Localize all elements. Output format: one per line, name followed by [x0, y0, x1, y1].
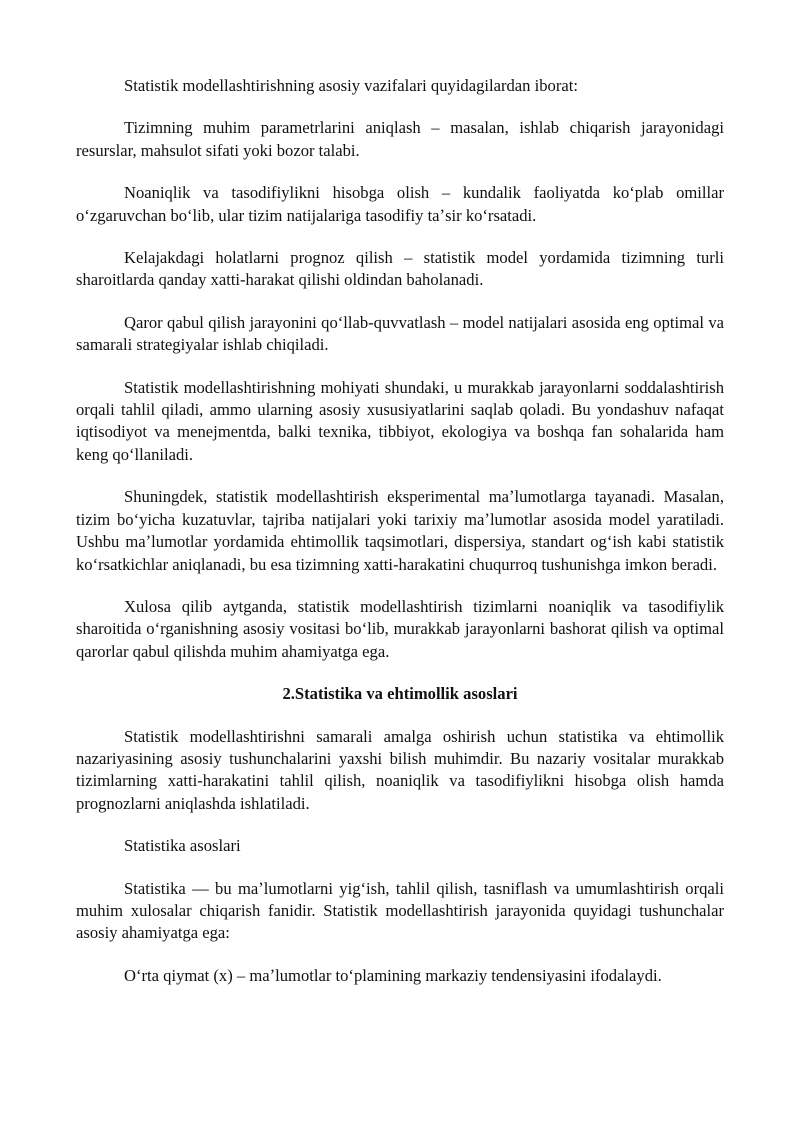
paragraph-task-forecast: Kelajakdagi holatlarni prognoz qilish – statistik model yordamida tizimning turli sharoitlarda qanday xatti-harakat qilishi oldindan baholanadi. — [76, 248, 724, 290]
paragraph-mean-value: Oʻrta qiymat (x) – maʼlumotlar toʻplamining markaziy tendensiyasini ifodalaydi. — [124, 965, 662, 985]
paragraph-experimental-data: Shuningdek, statistik modellashtirish eksperimental maʼlumotlarga tayanadi. Masalan, tizim boʻyicha kuzatuvlar, tajriba natijalari yoki tarixiy maʼlumotlar asosida model yaratiladi. Ushbu maʼlumotlar yordamida ehtimollik taqsimotlari, dispersiya, standart ogʻish kabi statistik koʻrsatkichlar aniqlanadi, bu esa tizimning xatti-harakatini chuqurroq tushunishga imkon beradi. — [76, 487, 724, 574]
document-body — [76, 75, 724, 1007]
paragraph-conclusion: Xulosa qilib aytganda, statistik modellashtirish tizimlarni noaniqlik va tasodifiylik sharoitida oʻrganishning asosiy vositasi boʻlib, murakkab jarayonlarni bashorat qilish va optimal qarorlar qabul qilishda muhim ahamiyatga ega. — [76, 596, 724, 661]
paragraph-subheading-statistics: Statistika asoslari — [124, 836, 241, 856]
paragraph-theory-intro: Statistik modellashtirishni samarali amalga oshirish uchun statistika va ehtimollik nazariyasining asosiy tushunchalarini yaxshi bilish muhimdir. Bu nazariy vositalar murakkab tizimlarning xatti-harakatini tahlil qilish, noaniqlik va tasodifiylikni hisobga olish hamda prognozlarni aniqlashda ishlatiladi. — [76, 726, 724, 813]
paragraph-essence: Statistik modellashtirishning mohiyati shundaki, u murakkab jarayonlarni soddalashtirish orqali tahlil qiladi, ammo ularning asosiy xususiyatlarini saqlab qoladi. Bu yondashuv nafaqat iqtisodiyot va menejmentda, balki texnika, tibbiyot, ekologiya va boshqa fan sohalarida ham keng qoʻllaniladi. — [76, 377, 724, 464]
paragraph-task-uncertainty: Noaniqlik va tasodifiylikni hisobga olish – kundalik faoliyatda koʻplab omillar oʻzgaruvchan boʻlib, ular tizim natijalariga tasodifiy taʼsir koʻrsatadi. — [76, 183, 724, 225]
paragraph-task-parameters: Tizimning muhim parametrlarini aniqlash – masalan, ishlab chiqarish jarayonidagi resurslar, mahsulot sifati yoki bozor talabi. — [76, 118, 724, 160]
paragraph-statistics-definition: Statistika — bu maʼlumotlarni yigʻish, tahlil qilish, tasniflash va umumlashtirish orqali muhim xulosalar chiqarish fanidir. Statistik modellashtirish jarayonida quyidagi tushunchalar asosiy ahamiyatga ega: — [76, 878, 724, 943]
paragraph-task-decision: Qaror qabul qilish jarayonini qoʻllab-quvvatlash – model natijalari asosida eng optimal va samarali strategiyalar ishlab chiqiladi. — [76, 312, 724, 355]
section-heading: 2.Statistika va ehtimollik asoslari — [282, 684, 518, 704]
paragraph-tasks-intro: Statistik modellashtirishning asosiy vazifalari quyidagilardan iborat: — [124, 76, 578, 95]
